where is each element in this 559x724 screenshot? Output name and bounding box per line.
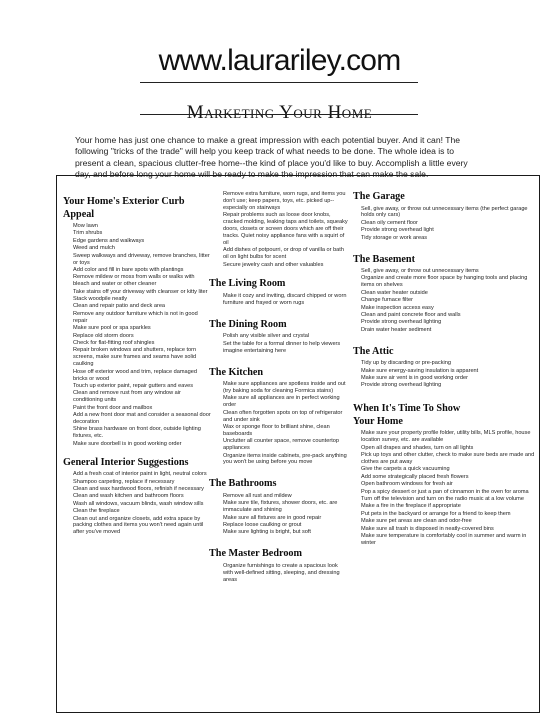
checklist-item: Make sure pool or spa sparkles — [73, 325, 151, 332]
checklist-item: Clean out and organize closets, add extra space by packing clothes and items you won't need again until after you've moved — [73, 515, 204, 536]
section-showing — [353, 403, 535, 547]
checklist-item: Provide strong overhead light — [361, 227, 434, 234]
section-curb-appeal — [63, 196, 211, 448]
checklist-item: Make a fire in the fireplace if appropriate — [361, 503, 461, 510]
checklist-item: Make sure pet areas are clean and odor-free — [361, 518, 472, 525]
item-list — [63, 223, 211, 448]
checklist-item: Clean and wax hardwood floors, refinish if necessary — [73, 485, 204, 492]
checklist-item: Take stains off your driveway with cleanser or kitty liter — [73, 288, 208, 295]
item-list — [353, 268, 535, 334]
section-master-bedroom — [209, 548, 349, 583]
checklist-item: Provide strong overhead lighting — [361, 319, 442, 326]
title-rule-top — [140, 82, 418, 83]
website-url: www.laurariley.com — [158, 44, 401, 77]
item-list — [209, 191, 349, 268]
checklist-item: Clean often forgotten spots on top of refrigerator and under sink — [223, 409, 343, 423]
checklist-item: Change furnace filter — [361, 297, 413, 304]
checklist-item: Remove extra furniture, worn rugs, and items you don't use; keep papers, toys, etc. picked up--especially on stairways — [223, 191, 346, 211]
checklist-item: Repair problems such as loose door knobs, cracked molding, leaking taps and toilets, squeaky doors, closets or screen doors which are off their tracks. Quiet noisy appliance fans with a squirt of oil — [223, 212, 348, 246]
checklist-item: Open bathroom windows for fresh air — [361, 481, 453, 488]
section-attic — [353, 346, 535, 390]
section-heading: When It's Time To Show Your Home — [353, 403, 461, 427]
item-list — [353, 206, 535, 242]
column-middle — [209, 191, 349, 584]
checklist-item: Clean oily cement floor — [361, 219, 418, 226]
checklist-item: Remove any outdoor furniture which is not in good repair — [73, 310, 198, 324]
checklist-item: Polish any visible silver and crystal — [223, 333, 310, 340]
checklist-item: Clean and repair patio and deck area — [73, 303, 166, 310]
section-basement — [353, 254, 535, 334]
checklist-item: Make sure tile, fixtures, shower doors, etc. are immaculate and shining — [223, 500, 338, 514]
checklist-item: Replace loose caulking or grout — [223, 522, 302, 528]
item-list — [63, 471, 211, 536]
checklist-item: Make inspection access easy — [361, 304, 434, 311]
checklist-item: Make sure temperature is comfortably cool in summer and warm in winter — [361, 533, 527, 546]
checklist-item: Shampoo carpeting, replace if necessary — [73, 478, 175, 485]
section-heading: Your Home's Exterior Curb Appeal — [63, 196, 185, 220]
checklist-item: Make sure lighting is bright, but soft — [223, 529, 311, 536]
item-list — [209, 493, 349, 536]
checklist-item: Make sure all appliances are in perfect working order — [223, 395, 340, 409]
item-list — [209, 333, 349, 354]
checklist-item: Make sure all trash is disposed in neatly-covered bins — [361, 525, 494, 532]
checklist-item: Make sure all fixtures are in good repair — [223, 514, 322, 521]
item-list — [209, 563, 349, 584]
section-heading: The Master Bedroom — [209, 548, 302, 560]
checklist-item: Organize and create more floor space by hanging tools and placing items on shelves — [361, 275, 528, 289]
item-list — [353, 430, 535, 547]
section-heading: The Basement — [353, 253, 415, 265]
section-dining-room — [209, 319, 349, 355]
section-heading: The Living Room — [209, 278, 286, 290]
checklist-item: Open all drapes and shades, turn on all lights — [361, 444, 474, 451]
checklist-item: Secure jewelry cash and other valuables — [223, 261, 324, 268]
checklist-item: Give the carpets a quick vacuuming — [361, 466, 450, 473]
checklist-item: Hose off exterior wood and trim, replace damaged bricks or wood — [73, 368, 197, 382]
checklist-item: Weed and mulch — [73, 245, 115, 252]
checklist-item: Make sure energy-saving insulation is apparent — [361, 367, 479, 374]
checklist-item: Organize items inside cabinets, pre-pack anything you won't be using before you move — [223, 452, 347, 466]
checklist-item: Trim shrubs — [73, 230, 103, 237]
section-heading: General Interior Suggestions — [63, 456, 189, 468]
checklist-item: Clean and wash kitchen and bathroom floors — [73, 493, 184, 500]
section-bathrooms — [209, 478, 349, 536]
checklist-item: Wax or sponge floor to brilliant shine, clean baseboards — [223, 423, 330, 437]
checklist-box — [56, 175, 540, 713]
checklist-item: Make sure doorbell is in good working order — [73, 440, 182, 447]
checklist-item: Sell, give away, or throw out unnecessary items — [361, 268, 479, 275]
checklist-item: Stack woodpile neatly — [73, 296, 128, 303]
checklist-item: Clean and remove rust from any window air conditioning units — [73, 390, 181, 404]
checklist-item: Put pets in the backyard or arrange for a friend to keep them — [361, 510, 511, 517]
column-right — [353, 191, 535, 547]
checklist-item: Unclutter all counter space, remove countertop appliances — [223, 438, 339, 452]
section-living-room — [209, 278, 349, 306]
checklist-item: Clean and paint concrete floor and walls — [361, 311, 461, 318]
checklist-item: Make it cozy and inviting, discard chipped or worn furniture and frayed or worn rugs — [223, 292, 347, 306]
section-general-interior — [63, 457, 211, 537]
checklist-item: Organize furnishings to create a spacious look with well-defined sitting, sleeping, and dressing areas — [223, 562, 340, 583]
page-title: Marketing Your Home — [186, 101, 373, 123]
checklist-item: Check for flat-fitting roof shingles — [73, 340, 155, 346]
checklist-item: Wash all windows, vacuum blinds, wash window sills — [73, 500, 204, 507]
checklist-item: Tidy up by discarding or pre-packing — [361, 360, 451, 367]
item-list — [209, 293, 349, 307]
checklist-item: Add a new front door mat and consider a seasonal door decoration — [73, 412, 211, 425]
title-rule-bottom — [140, 114, 418, 115]
checklist-item: Sell, give away, or throw out unnecessary items (the perfect garage holds only cars) — [361, 205, 528, 219]
checklist-item: Tidy storage or work areas — [361, 234, 428, 241]
checklist-item: Remove mildew or moss from walls or walks with bleach and water or other cleaner — [73, 274, 195, 288]
checklist-item: Clean water heater outside — [361, 289, 428, 296]
section-kitchen — [209, 367, 349, 467]
checklist-item: Edge gardens and walkways — [73, 237, 145, 244]
checklist-item: Clean the fireplace — [73, 508, 120, 515]
section-general-interior-continued — [209, 191, 349, 268]
section-heading: The Kitchen — [209, 366, 264, 378]
item-list — [353, 360, 535, 389]
checklist-item: Drain water heater sediment — [361, 326, 432, 333]
checklist-item: Pick up toys and other clutter, check to make sure beds are made and clothes are put away — [361, 452, 535, 465]
checklist-item: Turn off the television and turn on the radio music at a low volume — [361, 495, 524, 502]
section-heading: The Garage — [353, 191, 405, 202]
section-garage — [353, 191, 535, 242]
checklist-item: Add dishes of potpourri, or drop of vanilla or bath oil on light bulbs for scent — [223, 247, 344, 261]
checklist-item: Make sure your property profile folder, utility bills, MLS profile, house location survey, etc. are available — [361, 430, 531, 444]
checklist-item: Make sure air vent is in good working order — [361, 375, 468, 381]
intro-paragraph: Your home has just one chance to make a great impression with each potential buyer. And it can! The following "tricks of the trade" will help you keep track of what needs to be done. The whole idea is to present a clean, spacious clutter-free home--the kind of place you'd like to buy. Accomplish a little every day, and before long your home will be ready to make the impression that can make the sale. — [75, 134, 468, 180]
checklist-item: Provide strong overhead lighting — [361, 382, 442, 389]
checklist-item: Add color and fill in bare spots with plantings — [73, 266, 184, 273]
checklist-item: Touch up exterior paint, repair gutters and eaves — [73, 382, 194, 389]
checklist-item: Add some strategically placed fresh flowers — [361, 473, 469, 480]
checklist-item: Repair broken windows and shutters, replace torn screens, make sure frames and seams have solid caulking — [73, 347, 197, 368]
checklist-item: Remove all rust and mildew — [223, 492, 292, 499]
column-left — [63, 196, 211, 537]
section-heading: The Attic — [353, 345, 394, 357]
checklist-item: Add a fresh coat of interior paint in light, neutral colors — [73, 471, 207, 478]
checklist-item: Paint the front door and mailbox — [73, 404, 153, 411]
section-heading: The Dining Room — [209, 318, 287, 330]
checklist-item: Mow lawn — [73, 223, 98, 229]
checklist-item: Pop a spicy dessert or just a pan of cinnamon in the oven for aroma — [361, 488, 529, 495]
checklist-item: Shine brass hardware on front door, outside lighting fixtures, etc. — [73, 426, 201, 440]
checklist-item: Replace old storm doors — [73, 332, 134, 339]
checklist-item: Sweep walkways and driveway, remove branches, litter or toys — [73, 252, 210, 266]
section-heading: The Bathrooms — [209, 478, 277, 490]
item-list — [209, 381, 349, 466]
checklist-item: Make sure appliances are spotless inside and out (try baking soda for cleaning Formica stains) — [223, 381, 346, 394]
checklist-item: Set the table for a formal dinner to help viewers imagine entertaining here — [223, 340, 341, 354]
